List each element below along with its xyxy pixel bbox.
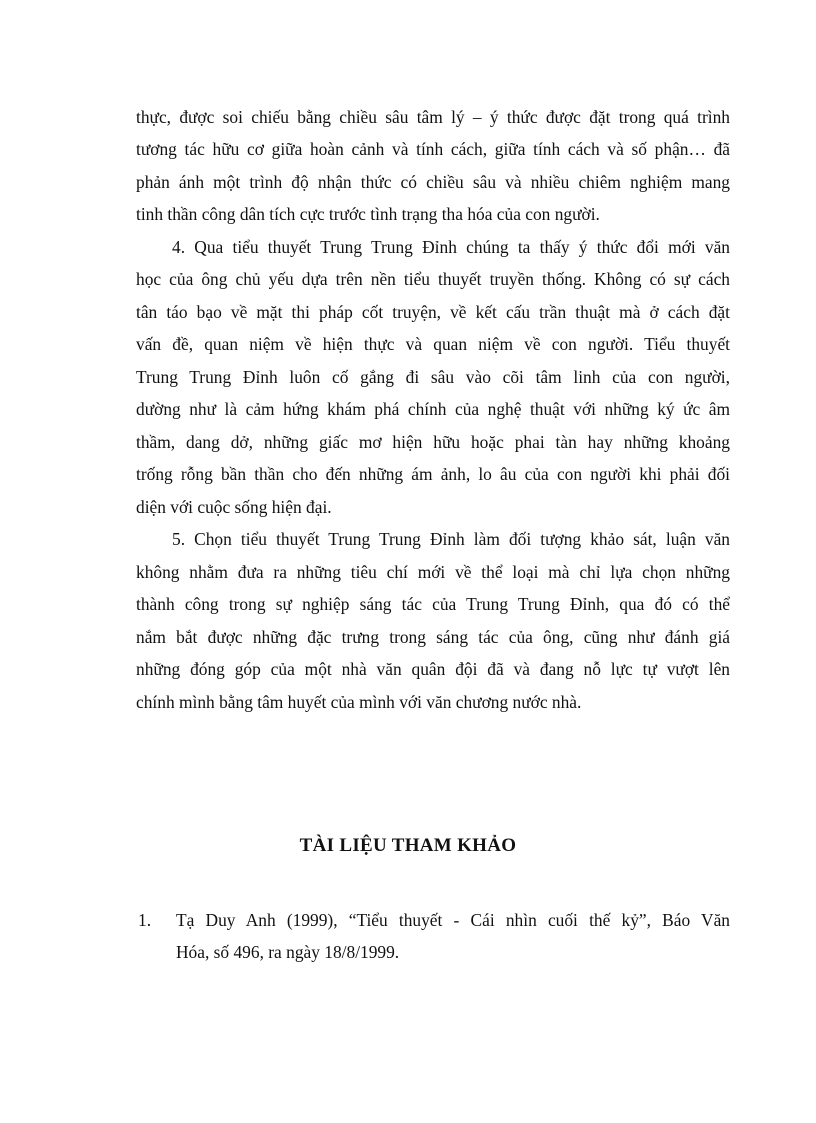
paragraph-line: thực, được soi chiếu bằng chiều sâu tâm lý – ý thức được đặt trong quá trình	[136, 107, 730, 127]
reference-line: Tạ Duy Anh (1999), “Tiểu thuyết - Cái nhìn cuối thế kỷ”, Báo Văn	[176, 910, 730, 930]
paragraph-line: dường như là cảm hứng khám phá chính của nghệ thuật với những ký ức âm	[136, 399, 730, 419]
paragraph-line: tinh thần công dân tích cực trước tình trạng tha hóa của con người.	[136, 204, 600, 224]
paragraph-line: thành công trong sự nghiệp sáng tác của Trung Trung Đỉnh, qua đó có thể	[136, 594, 730, 614]
paragraph-line: diện với cuộc sống hiện đại.	[136, 497, 332, 517]
paragraph-line: không nhằm đưa ra những tiêu chí mới về thể loại mà chỉ lựa chọn những	[136, 562, 730, 582]
paragraph-line: chính mình bằng tâm huyết của mình với văn chương nước nhà.	[136, 692, 582, 712]
paragraph-line: học của ông chủ yếu dựa trên nền tiểu thuyết truyền thống. Không có sự cách	[136, 269, 730, 289]
reference-number: 1.	[138, 910, 152, 930]
paragraph-line: 4. Qua tiểu thuyết Trung Trung Đỉnh chúng ta thấy ý thức đổi mới văn	[172, 237, 730, 257]
references-heading: TÀI LIỆU THAM KHẢO	[299, 835, 517, 856]
paragraph-line: tương tác hữu cơ giữa hoàn cảnh và tính cách, giữa tính cách và số phận… đã	[136, 139, 730, 159]
paragraph-line: những đóng góp của một nhà văn quân đội đã và đang nỗ lực tự vượt lên	[136, 659, 730, 679]
paragraph-line: thầm, dang dở, những giấc mơ hiện hữu hoặc phai tàn hay những khoảng	[136, 432, 730, 452]
paragraph-line: vấn đề, quan niệm về hiện thực và quan niệm về con người. Tiểu thuyết	[136, 334, 730, 354]
paragraph-line: Trung Trung Đỉnh luôn cố gắng đi sâu vào cõi tâm linh của con người,	[136, 367, 730, 387]
paragraph-line: nắm bắt được những đặc trưng trong sáng tác của ông, cũng như đánh giá	[136, 627, 730, 647]
paragraph-line: tân táo bạo về mặt thi pháp cốt truyện, về kết cấu trần thuật mà ở cách đặt	[136, 302, 730, 322]
reference-line: Hóa, số 496, ra ngày 18/8/1999.	[176, 942, 400, 962]
paragraph-line: phản ánh một trình độ nhận thức có chiều sâu và nhiều chiêm nghiệm mang	[136, 172, 730, 192]
paragraph-line: trống rỗng bần thần cho đến những ám ảnh, lo âu của con người khi phải đối	[136, 464, 730, 484]
paragraph-line: 5. Chọn tiểu thuyết Trung Trung Đỉnh làm đối tượng khảo sát, luận văn	[172, 529, 730, 549]
